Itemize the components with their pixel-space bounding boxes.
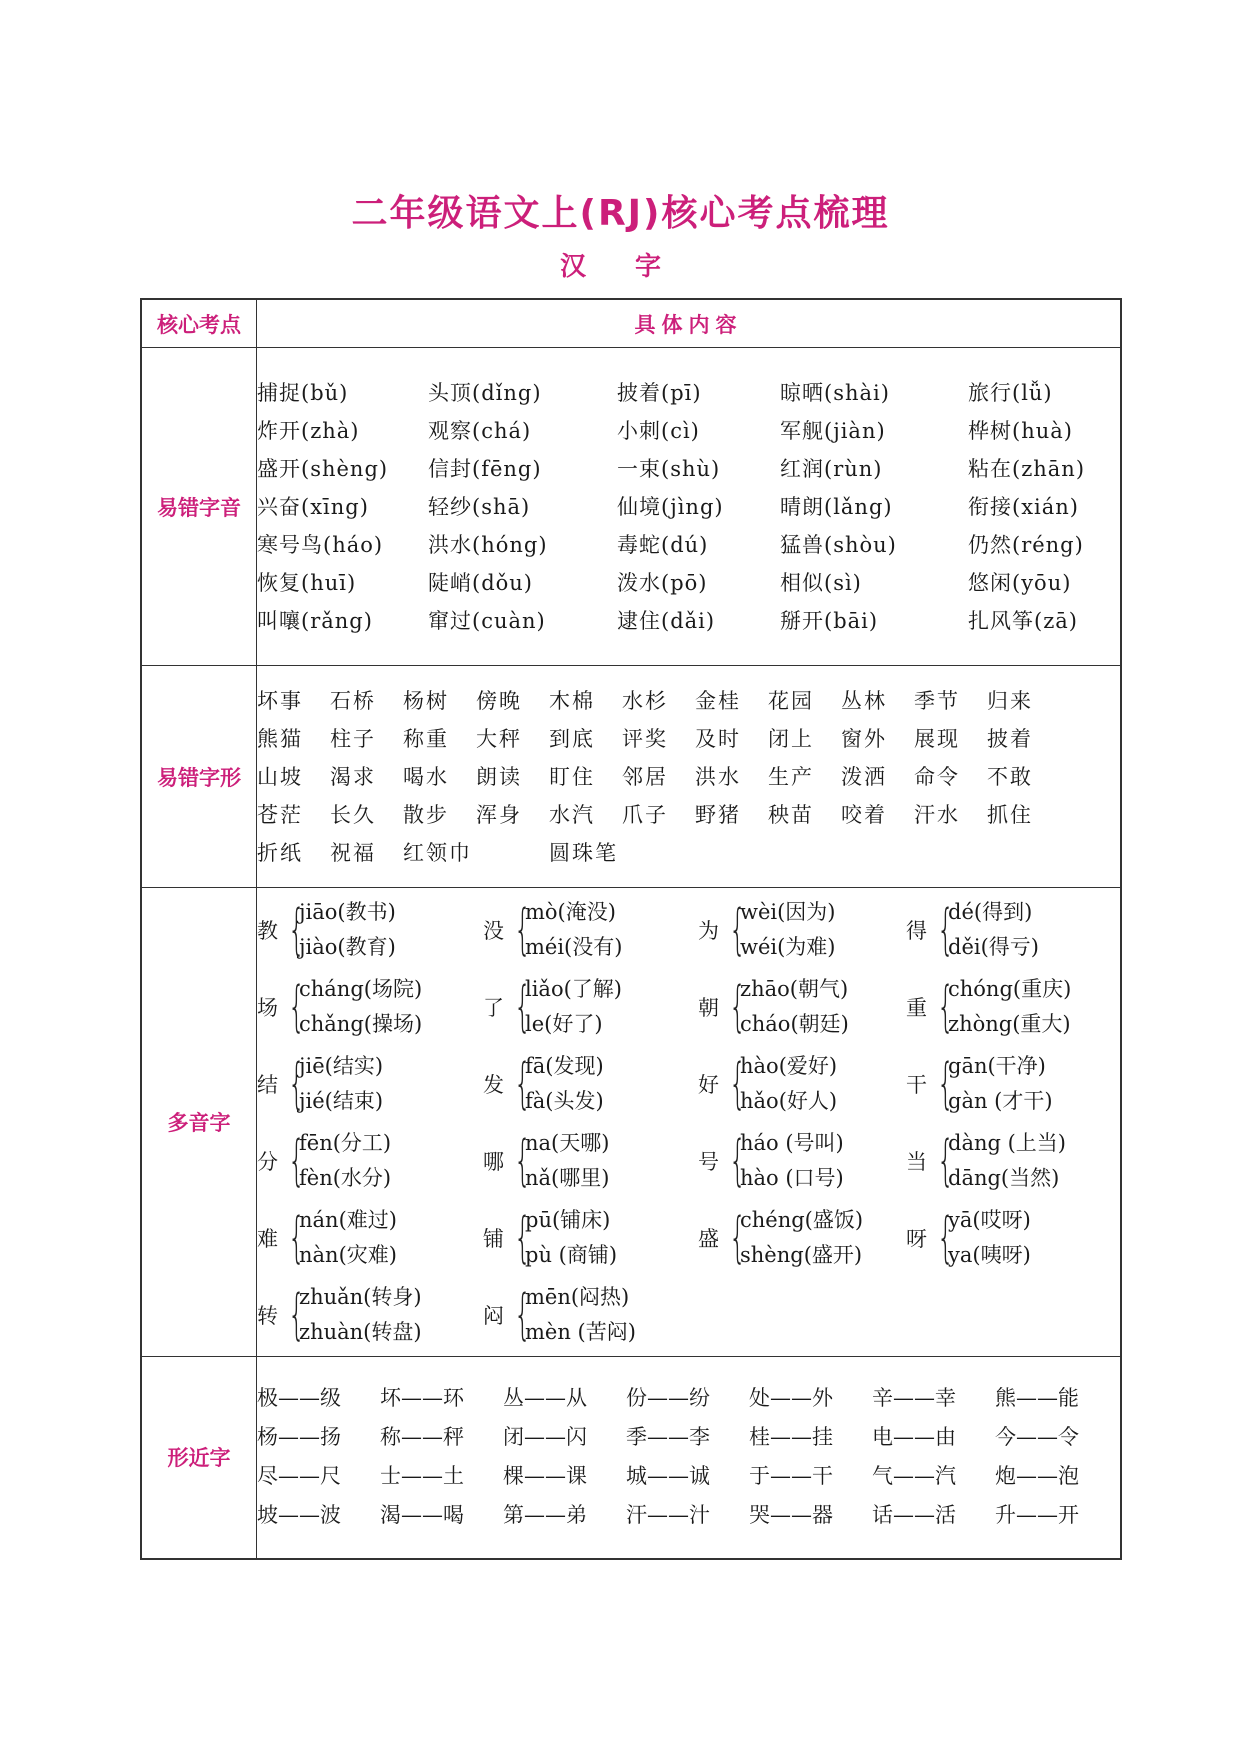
pronunciation-item: 毒蛇(dú)	[617, 532, 709, 557]
form-word-item: 杨树	[403, 688, 449, 713]
form-word-item: 展现	[914, 726, 960, 751]
polyphone-readings	[948, 1126, 1066, 1196]
polyphone-item	[906, 1125, 1086, 1196]
pronunciation-item: 兴奋(xīng)	[257, 494, 369, 519]
polyphone-char: 没	[483, 918, 504, 943]
polyphone-char: 结	[257, 1072, 278, 1097]
form-word-item: 折纸	[257, 840, 303, 865]
brace-icon: {	[937, 1128, 955, 1192]
polyphone-item	[257, 1202, 483, 1273]
brace-icon: {	[937, 1051, 955, 1115]
form-word-item: 朗读	[476, 764, 522, 789]
polyphone-reading: shèng(盛开)	[740, 1242, 863, 1267]
similar-char-pair: 炮——泡	[995, 1464, 1079, 1489]
form-word-item: 季节	[914, 688, 960, 713]
polyphone-reading: zhuǎn(转身)	[299, 1284, 422, 1309]
pronunciation-item: 盛开(shèng)	[257, 456, 389, 481]
polyphone-reading: pù (商铺)	[525, 1242, 618, 1267]
polyphone-readings	[525, 1280, 636, 1350]
pronunciation-item: 晾晒(shài)	[780, 380, 890, 405]
polyphone-item	[483, 971, 698, 1042]
form-word-item: 洪水	[695, 764, 741, 789]
pronunciation-item: 衔接(xián)	[968, 494, 1079, 519]
polyphone-readings	[299, 972, 422, 1042]
polyphone-reading: nàn(灾难)	[299, 1242, 397, 1267]
pronunciation-item: 旅行(lǚ)	[968, 380, 1053, 405]
similar-char-pair: 今——令	[995, 1425, 1079, 1450]
header-core-point: 核心考点	[141, 299, 257, 348]
pronunciation-item: 洪水(hóng)	[428, 532, 548, 557]
polyphone-readings	[525, 1126, 609, 1196]
polyphone-reading: mèn (苦闷)	[525, 1319, 636, 1344]
polyphone-reading: jié(结束)	[299, 1088, 384, 1113]
polyphone-reading: cháng(场院)	[299, 976, 423, 1001]
pronunciation-item: 扎风筝(zā)	[968, 608, 1078, 633]
polyphone-item	[257, 1125, 483, 1196]
polyphone-readings	[299, 1126, 391, 1196]
similar-char-pair: 季——李	[626, 1425, 710, 1450]
brace-icon: {	[288, 1051, 306, 1115]
polyphone-reading: fà(头发)	[525, 1088, 604, 1113]
form-word-item: 圆珠笔	[549, 840, 618, 865]
label-similar: 形近字	[141, 1357, 257, 1559]
label-form: 易错字形	[141, 666, 257, 888]
form-word-item: 闭上	[768, 726, 814, 751]
similar-char-pair: 士——土	[380, 1464, 464, 1489]
polyphone-reading: hǎo(好人)	[740, 1088, 838, 1113]
polyphone-item	[483, 1279, 698, 1350]
polyphone-item	[483, 1202, 698, 1273]
polyphone-readings	[740, 895, 836, 965]
pronunciation-item: 叫嚷(rǎng)	[257, 608, 373, 633]
form-word-item: 秧苗	[768, 802, 814, 827]
polyphone-reading: hào(爱好)	[740, 1053, 838, 1078]
polyphone-item	[483, 1125, 698, 1196]
pronunciation-item: 相似(sì)	[780, 570, 862, 595]
form-word-item: 坏事	[257, 688, 303, 713]
form-word-item: 祝福	[330, 840, 376, 865]
polyphone-reading: dàng (上当)	[948, 1130, 1066, 1155]
polyphone-reading: gān(干净)	[948, 1053, 1046, 1078]
polyphone-item	[698, 1048, 906, 1119]
polyphone-reading: wèi(因为)	[740, 899, 836, 924]
brace-icon: {	[937, 897, 955, 961]
polyphone-reading: háo (号叫)	[740, 1130, 844, 1155]
form-grid	[257, 685, 1120, 869]
polyphone-readings	[740, 1126, 844, 1196]
pronunciation-item: 掰开(bāi)	[780, 608, 879, 633]
polyphone-reading: ya(咦呀)	[948, 1242, 1031, 1267]
polyphone-char: 闷	[483, 1303, 504, 1328]
similar-char-pair: 极——级	[257, 1386, 341, 1411]
similar-char-pair: 处——外	[749, 1386, 833, 1411]
form-word-item: 称重	[403, 726, 449, 751]
polyphone-reading: cháo(朝廷)	[740, 1011, 849, 1036]
polyphone-item	[906, 1202, 1086, 1273]
polyphone-reading: pū(铺床)	[525, 1207, 611, 1232]
polyphone-readings	[525, 972, 622, 1042]
polyphone-reading: na(天哪)	[525, 1130, 610, 1155]
row-form	[141, 666, 1121, 888]
polyphone-reading: nán(难过)	[299, 1207, 397, 1232]
brace-icon: {	[288, 1282, 306, 1346]
pronunciation-item: 一束(shù)	[617, 456, 721, 481]
form-word-item: 邻居	[622, 764, 668, 789]
polyphone-item	[698, 894, 906, 965]
similar-char-pair: 气——汽	[872, 1464, 956, 1489]
similar-grid	[257, 1382, 1120, 1532]
polyphone-char: 为	[698, 918, 719, 943]
polyphone-char: 难	[257, 1226, 278, 1251]
brace-icon: {	[729, 1128, 747, 1192]
brace-icon: {	[288, 897, 306, 961]
pronunciation-item: 寒号鸟(háo)	[257, 532, 384, 557]
similar-char-pair: 份——纷	[626, 1386, 710, 1411]
polyphone-char: 教	[257, 918, 278, 943]
similar-char-pair: 汗——汁	[626, 1503, 710, 1528]
pronunciation-item: 晴朗(lǎng)	[780, 494, 893, 519]
row-similar	[141, 1357, 1121, 1559]
polyphone-item	[257, 1279, 483, 1350]
form-word-item: 散步	[403, 802, 449, 827]
pronunciation-item: 军舰(jiàn)	[780, 418, 886, 443]
brace-icon: {	[514, 974, 532, 1038]
similar-char-pair: 坡——波	[257, 1503, 341, 1528]
pronunciation-item: 恢复(huī)	[257, 570, 357, 595]
form-word-item: 到底	[549, 726, 595, 751]
page-subtitle: 汉 字	[559, 252, 682, 282]
polyphone-char: 发	[483, 1072, 504, 1097]
polyphone-item	[906, 894, 1086, 965]
similar-char-pair: 熊——能	[995, 1386, 1079, 1411]
brace-icon: {	[514, 1051, 532, 1115]
similar-char-pair: 坏——环	[380, 1386, 464, 1411]
polyphone-char: 铺	[483, 1226, 504, 1251]
form-word-item: 抓住	[987, 802, 1033, 827]
pronunciation-item: 粘在(zhān)	[968, 456, 1086, 481]
row-pronunciation	[141, 348, 1121, 666]
pronunciation-item: 窜过(cuàn)	[428, 608, 546, 633]
similar-char-pair: 电——由	[872, 1425, 956, 1450]
polyphone-reading: dāng(当然)	[948, 1165, 1060, 1190]
form-word-item: 归来	[987, 688, 1033, 713]
polyphone-reading: yā(哎呀)	[948, 1207, 1031, 1232]
pronunciation-item: 头顶(dǐng)	[428, 380, 542, 405]
similar-char-pair: 城——诚	[626, 1464, 710, 1489]
polyphone-reading: děi(得亏)	[948, 934, 1039, 959]
form-word-item: 喝水	[403, 764, 449, 789]
polyphone-reading: jiāo(教书)	[299, 899, 396, 924]
similar-char-pair: 闭——闪	[503, 1425, 587, 1450]
form-word-item: 窗外	[841, 726, 887, 751]
form-word-item: 水汽	[549, 802, 595, 827]
form-word-item: 傍晚	[476, 688, 522, 713]
pronunciation-item: 红润(rùn)	[780, 456, 883, 481]
similar-char-pair: 丛——从	[503, 1386, 587, 1411]
polyphone-char: 了	[483, 995, 504, 1020]
form-word-item: 石桥	[330, 688, 376, 713]
brace-icon: {	[288, 974, 306, 1038]
form-word-item: 爪子	[622, 802, 668, 827]
brace-icon: {	[937, 1205, 955, 1269]
core-points-table	[140, 298, 1122, 1560]
form-word-item: 丛林	[841, 688, 887, 713]
form-word-item: 水杉	[622, 688, 668, 713]
similar-char-pair: 于——干	[749, 1464, 833, 1489]
polyphone-char: 号	[698, 1149, 719, 1174]
polyphone-reading: zhòng(重大)	[948, 1011, 1071, 1036]
polyphone-char: 分	[257, 1149, 278, 1174]
polyphone-item	[257, 971, 483, 1042]
brace-icon: {	[729, 974, 747, 1038]
polyphone-readings	[948, 1049, 1053, 1119]
brace-icon: {	[514, 1282, 532, 1346]
form-word-item: 不敢	[987, 764, 1033, 789]
pronunciation-item: 信封(fēng)	[428, 456, 542, 481]
pronunciation-item: 炸开(zhà)	[257, 418, 360, 443]
row-polyphone	[141, 888, 1121, 1357]
form-word-item: 木棉	[549, 688, 595, 713]
similar-char-pair: 哭——器	[749, 1503, 833, 1528]
pronunciation-item: 泼水(pō)	[617, 570, 708, 595]
form-word-item: 评奖	[622, 726, 668, 751]
polyphone-item	[483, 1048, 698, 1119]
pronunciation-grid	[257, 377, 1120, 637]
page-title: 二年级语文上(RJ)核心考点梳理	[351, 193, 890, 234]
polyphone-readings	[525, 1203, 617, 1273]
brace-icon: {	[514, 1128, 532, 1192]
polyphone-readings	[525, 895, 622, 965]
polyphone-readings	[740, 1049, 837, 1119]
label-polyphone: 多音字	[141, 888, 257, 1357]
polyphone-char: 好	[698, 1072, 719, 1097]
brace-icon: {	[937, 974, 955, 1038]
polyphone-char: 干	[906, 1072, 927, 1097]
similar-char-pair: 称——秤	[380, 1425, 464, 1450]
polyphone-reading: hào (口号)	[740, 1165, 844, 1190]
polyphone-reading: fèn(水分)	[299, 1165, 392, 1190]
form-word-item: 长久	[330, 802, 376, 827]
similar-char-pair: 话——活	[872, 1503, 956, 1528]
brace-icon: {	[514, 1205, 532, 1269]
brace-icon: {	[729, 897, 747, 961]
similar-char-pair: 尽——尺	[257, 1464, 341, 1489]
pronunciation-item: 仙境(jìng)	[617, 494, 724, 519]
polyphone-item	[698, 971, 906, 1042]
pronunciation-item: 陡峭(dǒu)	[428, 570, 533, 595]
polyphone-reading: dé(得到)	[948, 899, 1033, 924]
polyphone-reading: fā(发现)	[525, 1053, 604, 1078]
polyphone-reading: le(好了)	[525, 1011, 603, 1036]
polyphone-readings	[948, 1203, 1031, 1273]
form-word-item: 命令	[914, 764, 960, 789]
polyphone-reading: liǎo(了解)	[525, 976, 622, 1001]
polyphone-char: 转	[257, 1303, 278, 1328]
form-word-item: 大秤	[476, 726, 522, 751]
polyphone-item	[257, 1048, 483, 1119]
form-word-item: 盯住	[549, 764, 595, 789]
polyphone-readings	[740, 972, 849, 1042]
polyphone-reading: mēn(闷热)	[525, 1284, 630, 1309]
polyphone-readings	[740, 1203, 863, 1273]
polyphone-char: 重	[906, 995, 927, 1020]
polyphone-reading: zhāo(朝气)	[740, 976, 849, 1001]
polyphone-char: 哪	[483, 1149, 504, 1174]
polyphone-item	[698, 1125, 906, 1196]
polyphone-readings	[525, 1049, 604, 1119]
table-header-row	[141, 299, 1121, 348]
polyphone-reading: mò(淹没)	[525, 899, 616, 924]
form-word-item: 泼洒	[841, 764, 887, 789]
similar-char-pair: 棵——课	[503, 1464, 587, 1489]
polyphone-grid	[257, 894, 1120, 1350]
polyphone-char: 场	[257, 995, 278, 1020]
similar-char-pair: 杨——扬	[257, 1425, 341, 1450]
polyphone-char: 朝	[698, 995, 719, 1020]
polyphone-readings	[299, 1280, 422, 1350]
form-word-item: 熊猫	[257, 726, 303, 751]
pronunciation-item: 小刺(cì)	[617, 418, 700, 443]
polyphone-reading: jiào(教育)	[299, 934, 396, 959]
polyphone-reading: nǎ(哪里)	[525, 1165, 610, 1190]
polyphone-reading: jiē(结实)	[299, 1053, 384, 1078]
polyphone-reading: zhuàn(转盘)	[299, 1319, 422, 1344]
polyphone-reading: chéng(盛饭)	[740, 1207, 864, 1232]
polyphone-reading: wéi(为难)	[740, 934, 836, 959]
similar-char-pair: 桂——挂	[749, 1425, 833, 1450]
pronunciation-item: 逮住(dǎi)	[617, 608, 716, 633]
pronunciation-item: 悠闲(yōu)	[968, 570, 1072, 595]
label-pronunciation: 易错字音	[141, 348, 257, 666]
form-word-item: 汗水	[914, 802, 960, 827]
form-word-item: 花园	[768, 688, 814, 713]
header-content: 具体内容	[257, 299, 1122, 348]
pronunciation-item: 桦树(huà)	[968, 418, 1073, 443]
form-word-item: 渴求	[330, 764, 376, 789]
polyphone-reading: méi(没有)	[525, 934, 623, 959]
form-word-item: 浑身	[476, 802, 522, 827]
brace-icon: {	[514, 897, 532, 961]
similar-char-pair: 升——开	[995, 1503, 1079, 1528]
polyphone-char: 呀	[906, 1226, 927, 1251]
polyphone-readings	[299, 895, 396, 965]
polyphone-reading: chǎng(操场)	[299, 1011, 423, 1036]
polyphone-char: 盛	[698, 1226, 719, 1251]
pronunciation-item: 捕捉(bǔ)	[257, 380, 349, 405]
polyphone-readings	[299, 1049, 383, 1119]
form-word-item: 野猪	[695, 802, 741, 827]
pronunciation-item: 轻纱(shā)	[428, 494, 531, 519]
polyphone-reading: fēn(分工)	[299, 1130, 392, 1155]
similar-char-pair: 渴——喝	[380, 1503, 464, 1528]
polyphone-readings	[948, 895, 1039, 965]
brace-icon: {	[288, 1128, 306, 1192]
pronunciation-item: 披着(pī)	[617, 380, 702, 405]
similar-char-pair: 第——弟	[503, 1503, 587, 1528]
similar-char-pair: 辛——幸	[872, 1386, 956, 1411]
pronunciation-item: 猛兽(shòu)	[780, 532, 897, 557]
polyphone-item	[906, 1048, 1086, 1119]
polyphone-char: 得	[906, 918, 927, 943]
polyphone-reading: chóng(重庆)	[948, 976, 1072, 1001]
polyphone-item	[698, 1202, 906, 1273]
polyphone-item	[257, 894, 483, 965]
form-word-item: 金桂	[695, 688, 741, 713]
brace-icon: {	[729, 1051, 747, 1115]
form-word-item: 生产	[768, 764, 814, 789]
form-word-item: 及时	[695, 726, 741, 751]
polyphone-item	[906, 971, 1086, 1042]
polyphone-readings	[299, 1203, 397, 1273]
brace-icon: {	[288, 1205, 306, 1269]
pronunciation-item: 仍然(réng)	[968, 532, 1084, 557]
form-word-item: 山坡	[257, 764, 303, 789]
polyphone-item	[483, 894, 698, 965]
form-word-item: 柱子	[330, 726, 376, 751]
pronunciation-item: 观察(chá)	[428, 418, 532, 443]
form-word-item: 咬着	[841, 802, 887, 827]
polyphone-reading: gàn (才干)	[948, 1088, 1053, 1113]
form-word-item: 苍茫	[257, 802, 303, 827]
form-word-item: 红领巾	[403, 840, 472, 865]
polyphone-char: 当	[906, 1149, 927, 1174]
polyphone-readings	[948, 972, 1071, 1042]
brace-icon: {	[729, 1205, 747, 1269]
form-word-item: 披着	[987, 726, 1033, 751]
